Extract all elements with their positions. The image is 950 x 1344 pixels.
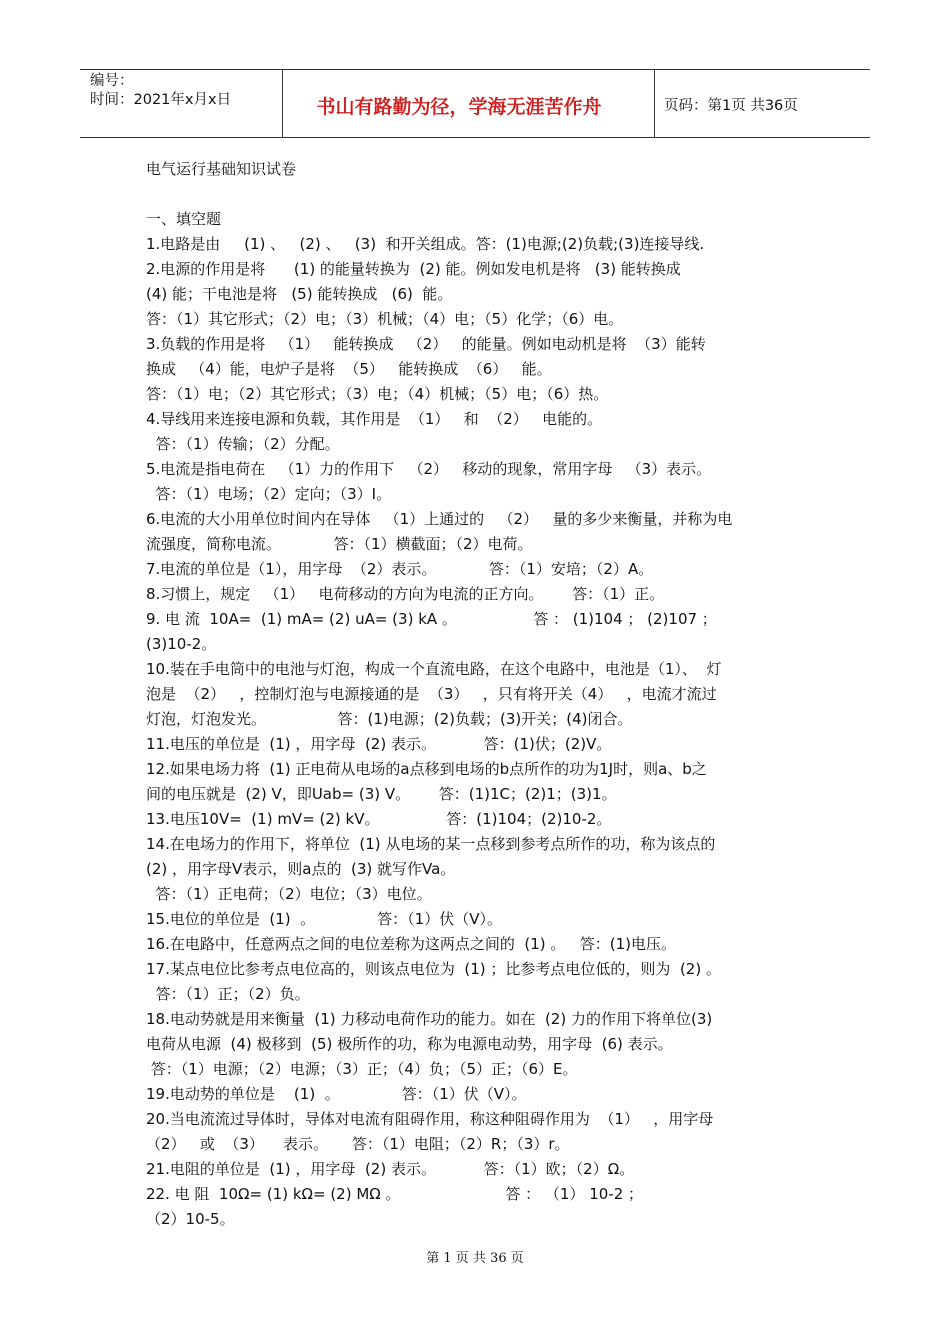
time-label: 时间：2021年x月x日 [90,92,232,108]
number-label: 编号： [90,73,134,89]
text-line: 7.电流的单位是（1），用字母 （2）表示。 答：（1）安培；（2）A。 [146,560,654,578]
text-line [146,182,812,207]
text-line: 12.如果电场力将 (1) 正电荷从电场的a点移到电场的b点所作的功为1J时，则a、b之 [146,760,707,778]
header-page-info: 页码：第1页 共36页 [664,98,798,114]
text-line: 10.装在手电筒中的电池与灯泡，构成一个直流电路，在这个电路中，电池是（1）、 灯 [146,660,722,678]
text-line: 11.电压的单位是 (1) ，用字母 (2) 表示。 答：(1)伏；(2)V。 [146,735,612,753]
text-line: 泡是 （2） ，控制灯泡与电源接通的是 （3） ，只有将开关（4） ，电流才流过 [146,685,717,703]
text-line: 19.电动势的单位是 (1) 。 答：（1）伏（V）。 [146,1085,527,1103]
header-divider-left [282,70,283,137]
text-line: （2） 或 （3） 表示。 答：（1）电阻；（2）R；（3）r。 [146,1135,570,1153]
text-line: 答：（1）电；（2）其它形式；（3）电；（4）机械；（5）电；（6）热。 [146,385,609,403]
text-line: 8.习惯上，规定 （1） 电荷移动的方向为电流的正方向。 答：（1）正。 [146,585,665,603]
text-line: 17.某点电位比参考点电位高的，则该点电位为 (1) ；比参考点电位低的，则为 (2) 。 [146,960,721,978]
text-line: 答：（1）电源；（2）电源；（3）正；（4）负；（5）正；（6）E。 [146,1060,578,1078]
text-line: 1.电路是由 (1) 、 (2) 、 (3) 和开关组成。答：(1)电源;(2)负载;(3)连接导线. [146,235,705,253]
text-line: 14.在电场力的作用下，将单位 (1) 从电场的某一点移到参考点所作的功，称为该点的 [146,835,716,853]
text-line: 22. 电 阻 10Ω= (1) kΩ= (2) MΩ 。 答 ： （1） 10-2 ； [146,1185,644,1203]
text-line: 间的电压就是 (2) V，即Uab= (3) V。 答：(1)1C；(2)1；(3)1。 [146,785,617,803]
text-line: 灯泡，灯泡发光。 答：(1)电源；(2)负载；(3)开关；(4)闭合。 [146,710,633,728]
text-line: 5.电流是指电荷在 （1）力的作用下 （2） 移动的现象，常用字母 （3）表示。 [146,460,712,478]
text-line: 9. 电 流 10A= (1) mA= (2) uA= (3) kA 。 答 ： (1)104 ； (2)107 ； [146,610,717,628]
text-line: (4) 能；干电池是将 (5) 能转换成 (6) 能。 [146,285,453,303]
text-line: 6.电流的大小用单位时间内在导体 （1）上通过的 （2） 量的多少来衡量，并称为电 [146,510,733,528]
text-line: 一、填空题 [146,210,222,228]
text-line: 答：（1）传输；（2）分配。 [146,435,340,453]
header-divider-right [654,70,655,137]
text-line: 21.电阻的单位是 (1) ，用字母 (2) 表示。 答：（1）欧；（2）Ω。 [146,1160,635,1178]
text-line: 换成 （4）能，电炉子是将 （5） 能转换成 （6） 能。 [146,360,552,378]
text-line: 答：（1）正；（2）负。 [146,985,310,1003]
page-header [80,69,870,138]
page-footer: 第 1 页 共 36 页 [426,1251,524,1266]
text-line: 3.负载的作用是将 （1） 能转换成 （2） 的能量。例如电动机是将 （3）能转 [146,335,706,353]
header-motto: 书山有路勤为径，学海无涯苦作舟 [316,96,602,118]
text-line: 16.在电路中，任意两点之间的电位差称为这两点之间的 (1) 。 答：(1)电压。 [146,935,676,953]
text-line: (2) ，用字母V表示，则a点的 (3) 就写作Va。 [146,860,456,878]
text-line: 13.电压10V= (1) mV= (2) kV。 答：(1)104；(2)10-2。 [146,810,612,828]
text-line: 答：（1）正电荷；（2）电位；（3）电位。 [146,885,432,903]
text-line: （2）10-5。 [146,1210,235,1228]
text-line: 答：（1）其它形式；（2）电；（3）机械；（4）电；（5）化学；（6）电。 [146,310,624,328]
text-line: 4.导线用来连接电源和负载，其作用是 （1） 和 （2） 电能的。 [146,410,603,428]
text-line: 电荷从电源 (4) 极移到 (5) 极所作的功，称为电源电动势，用字母 (6) 表示。 [146,1035,673,1053]
document-title: 电气运行基础知识试卷 [146,160,297,178]
text-line: 20.当电流流过导体时，导体对电流有阻碍作用，称这种阻碍作用为 （1） ，用字母 [146,1110,714,1128]
header-meta [90,72,231,110]
text-line: 流强度，简称电流。 答：（1）横截面；（2）电荷。 [146,535,533,553]
text-line: 2.电源的作用是将 (1) 的能量转换为 (2) 能。例如发电机是将 (3) 能转换成 [146,260,681,278]
text-line: (3)10-2。 [146,635,217,653]
document-body [146,157,812,1232]
question-lines [146,182,812,1232]
text-line: 答：（1）电场；（2）定向；（3）I。 [146,485,392,503]
text-line: 15.电位的单位是 (1) 。 答：（1）伏（V）。 [146,910,502,928]
text-line: 18.电动势就是用来衡量 (1) 力移动电荷作功的能力。如在 (2) 力的作用下将单位(3) [146,1010,713,1028]
